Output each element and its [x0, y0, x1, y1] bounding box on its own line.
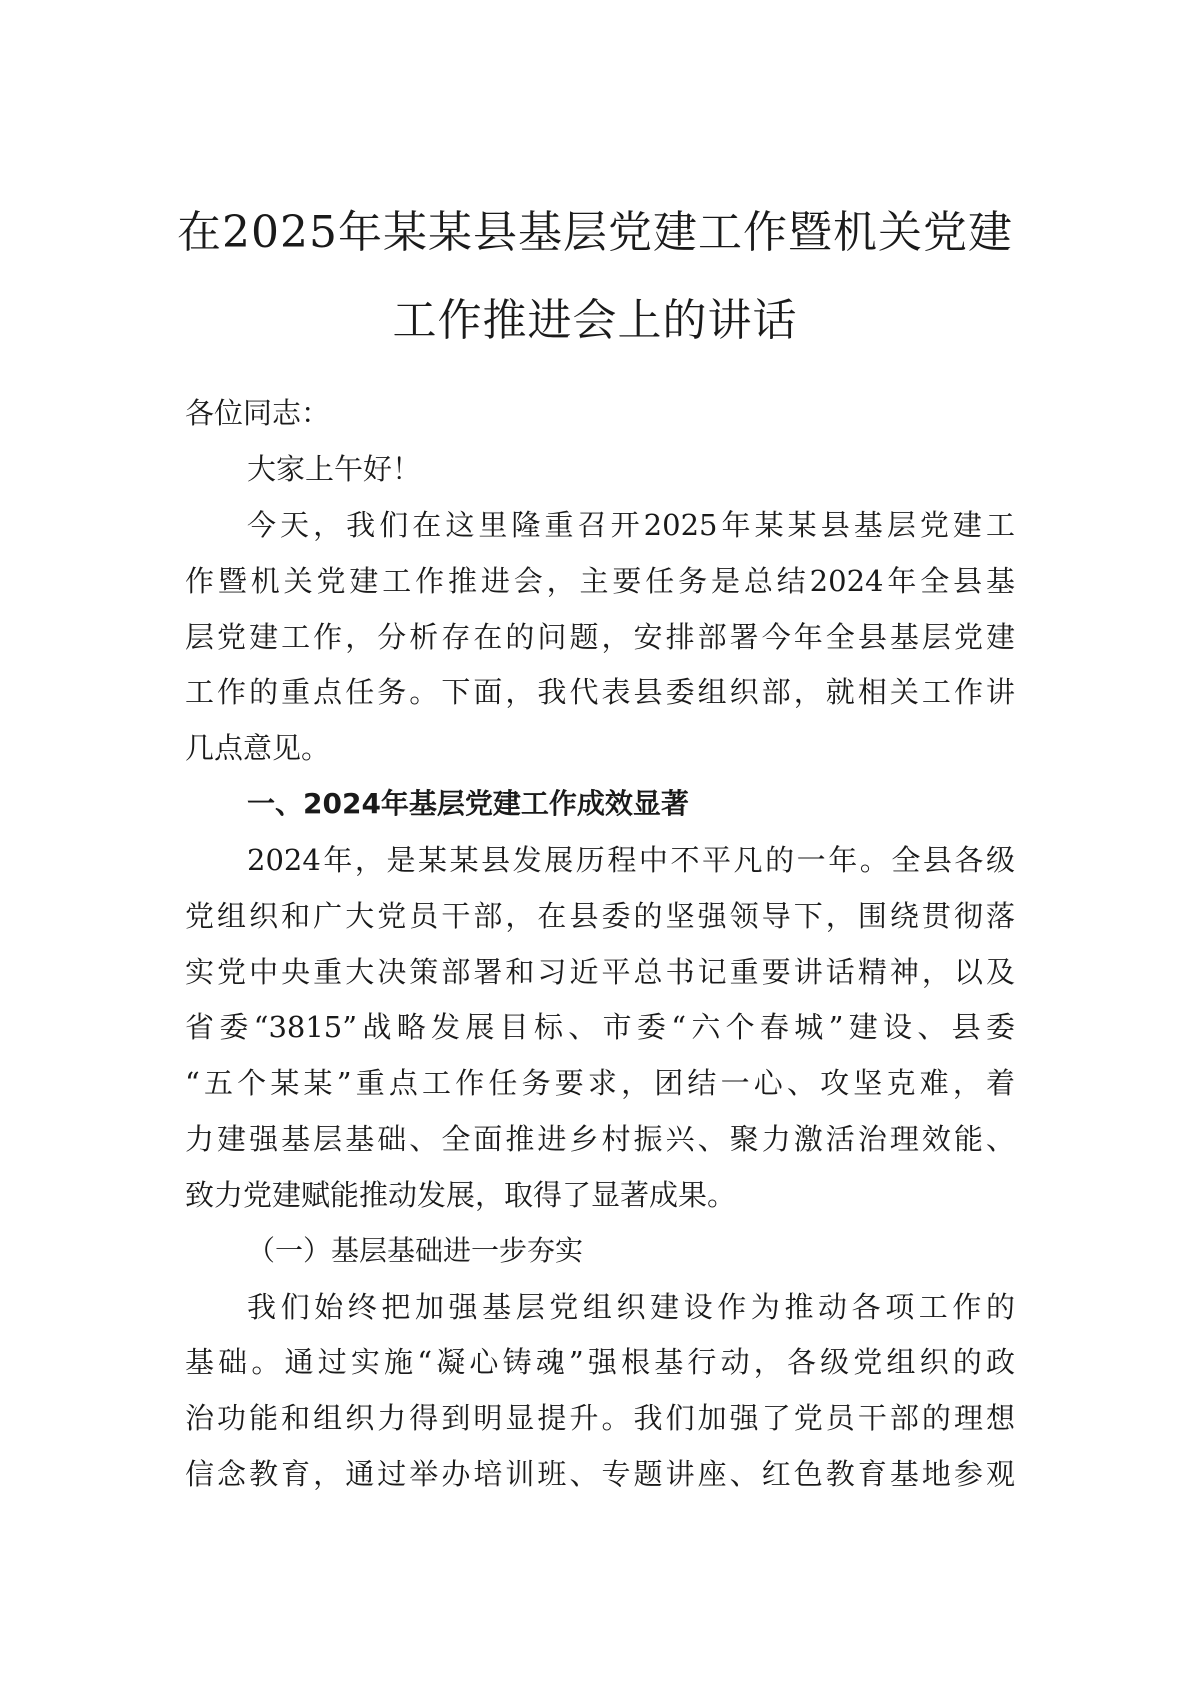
subsection-1-heading: （一）基层基础进一步夯实: [247, 1234, 584, 1267]
paragraph-1-line: 工作的重点任务。下面，我代表县委组织部，就相关工作讲: [185, 675, 1015, 709]
document-title-line-2: 工作推进会上的讲话: [392, 295, 798, 346]
paragraph-2-line: 省委“3815”战略发展目标、市委“六个春城”建设、县委: [185, 1010, 1015, 1044]
paragraph-2-line: 力建强基层基础、全面推进乡村振兴、聚力激活治理效能、: [185, 1122, 1015, 1156]
paragraph-2-line: “五个某某”重点工作任务要求，团结一心、攻坚克难，着: [185, 1066, 1015, 1100]
paragraph-2-line: 党组织和广大党员干部，在县委的坚强领导下，围绕贯彻落: [185, 899, 1015, 933]
paragraph-1-line: 几点意见。: [185, 731, 331, 765]
paragraph-3-line: 信念教育，通过举办培训班、专题讲座、红色教育基地参观: [185, 1457, 1015, 1491]
greeting: 大家上午好！: [247, 452, 422, 486]
paragraph-1-line: 今天，我们在这里隆重召开2025年某某县基层党建工: [247, 508, 1015, 542]
paragraph-2-line: 致力党建赋能推动发展，取得了显著成果。: [185, 1178, 737, 1212]
paragraph-3-line: 基础。通过实施“凝心铸魂”强根基行动，各级党组织的政: [185, 1345, 1015, 1379]
paragraph-3-line: 我们始终把加强基层党组织建设作为推动各项工作的: [247, 1290, 1015, 1324]
paragraph-2-line: 实党中央重大决策部署和习近平总书记重要讲话精神，以及: [185, 955, 1015, 989]
section-1-heading: 一、2024年基层党建工作成效显著: [247, 787, 689, 820]
paragraph-2-line: 2024年，是某某县发展历程中不平凡的一年。全县各级: [247, 843, 1015, 877]
paragraph-3-line: 治功能和组织力得到明显提升。我们加强了党员干部的理想: [185, 1401, 1015, 1435]
salutation: 各位同志：: [185, 396, 331, 430]
paragraph-1-line: 层党建工作，分析存在的问题，安排部署今年全县基层党建: [185, 620, 1015, 654]
document-title-line-1: 在2025年某某县基层党建工作暨机关党建: [177, 207, 1013, 258]
paragraph-1-line: 作暨机关党建工作推进会，主要任务是总结2024年全县基: [185, 564, 1015, 598]
